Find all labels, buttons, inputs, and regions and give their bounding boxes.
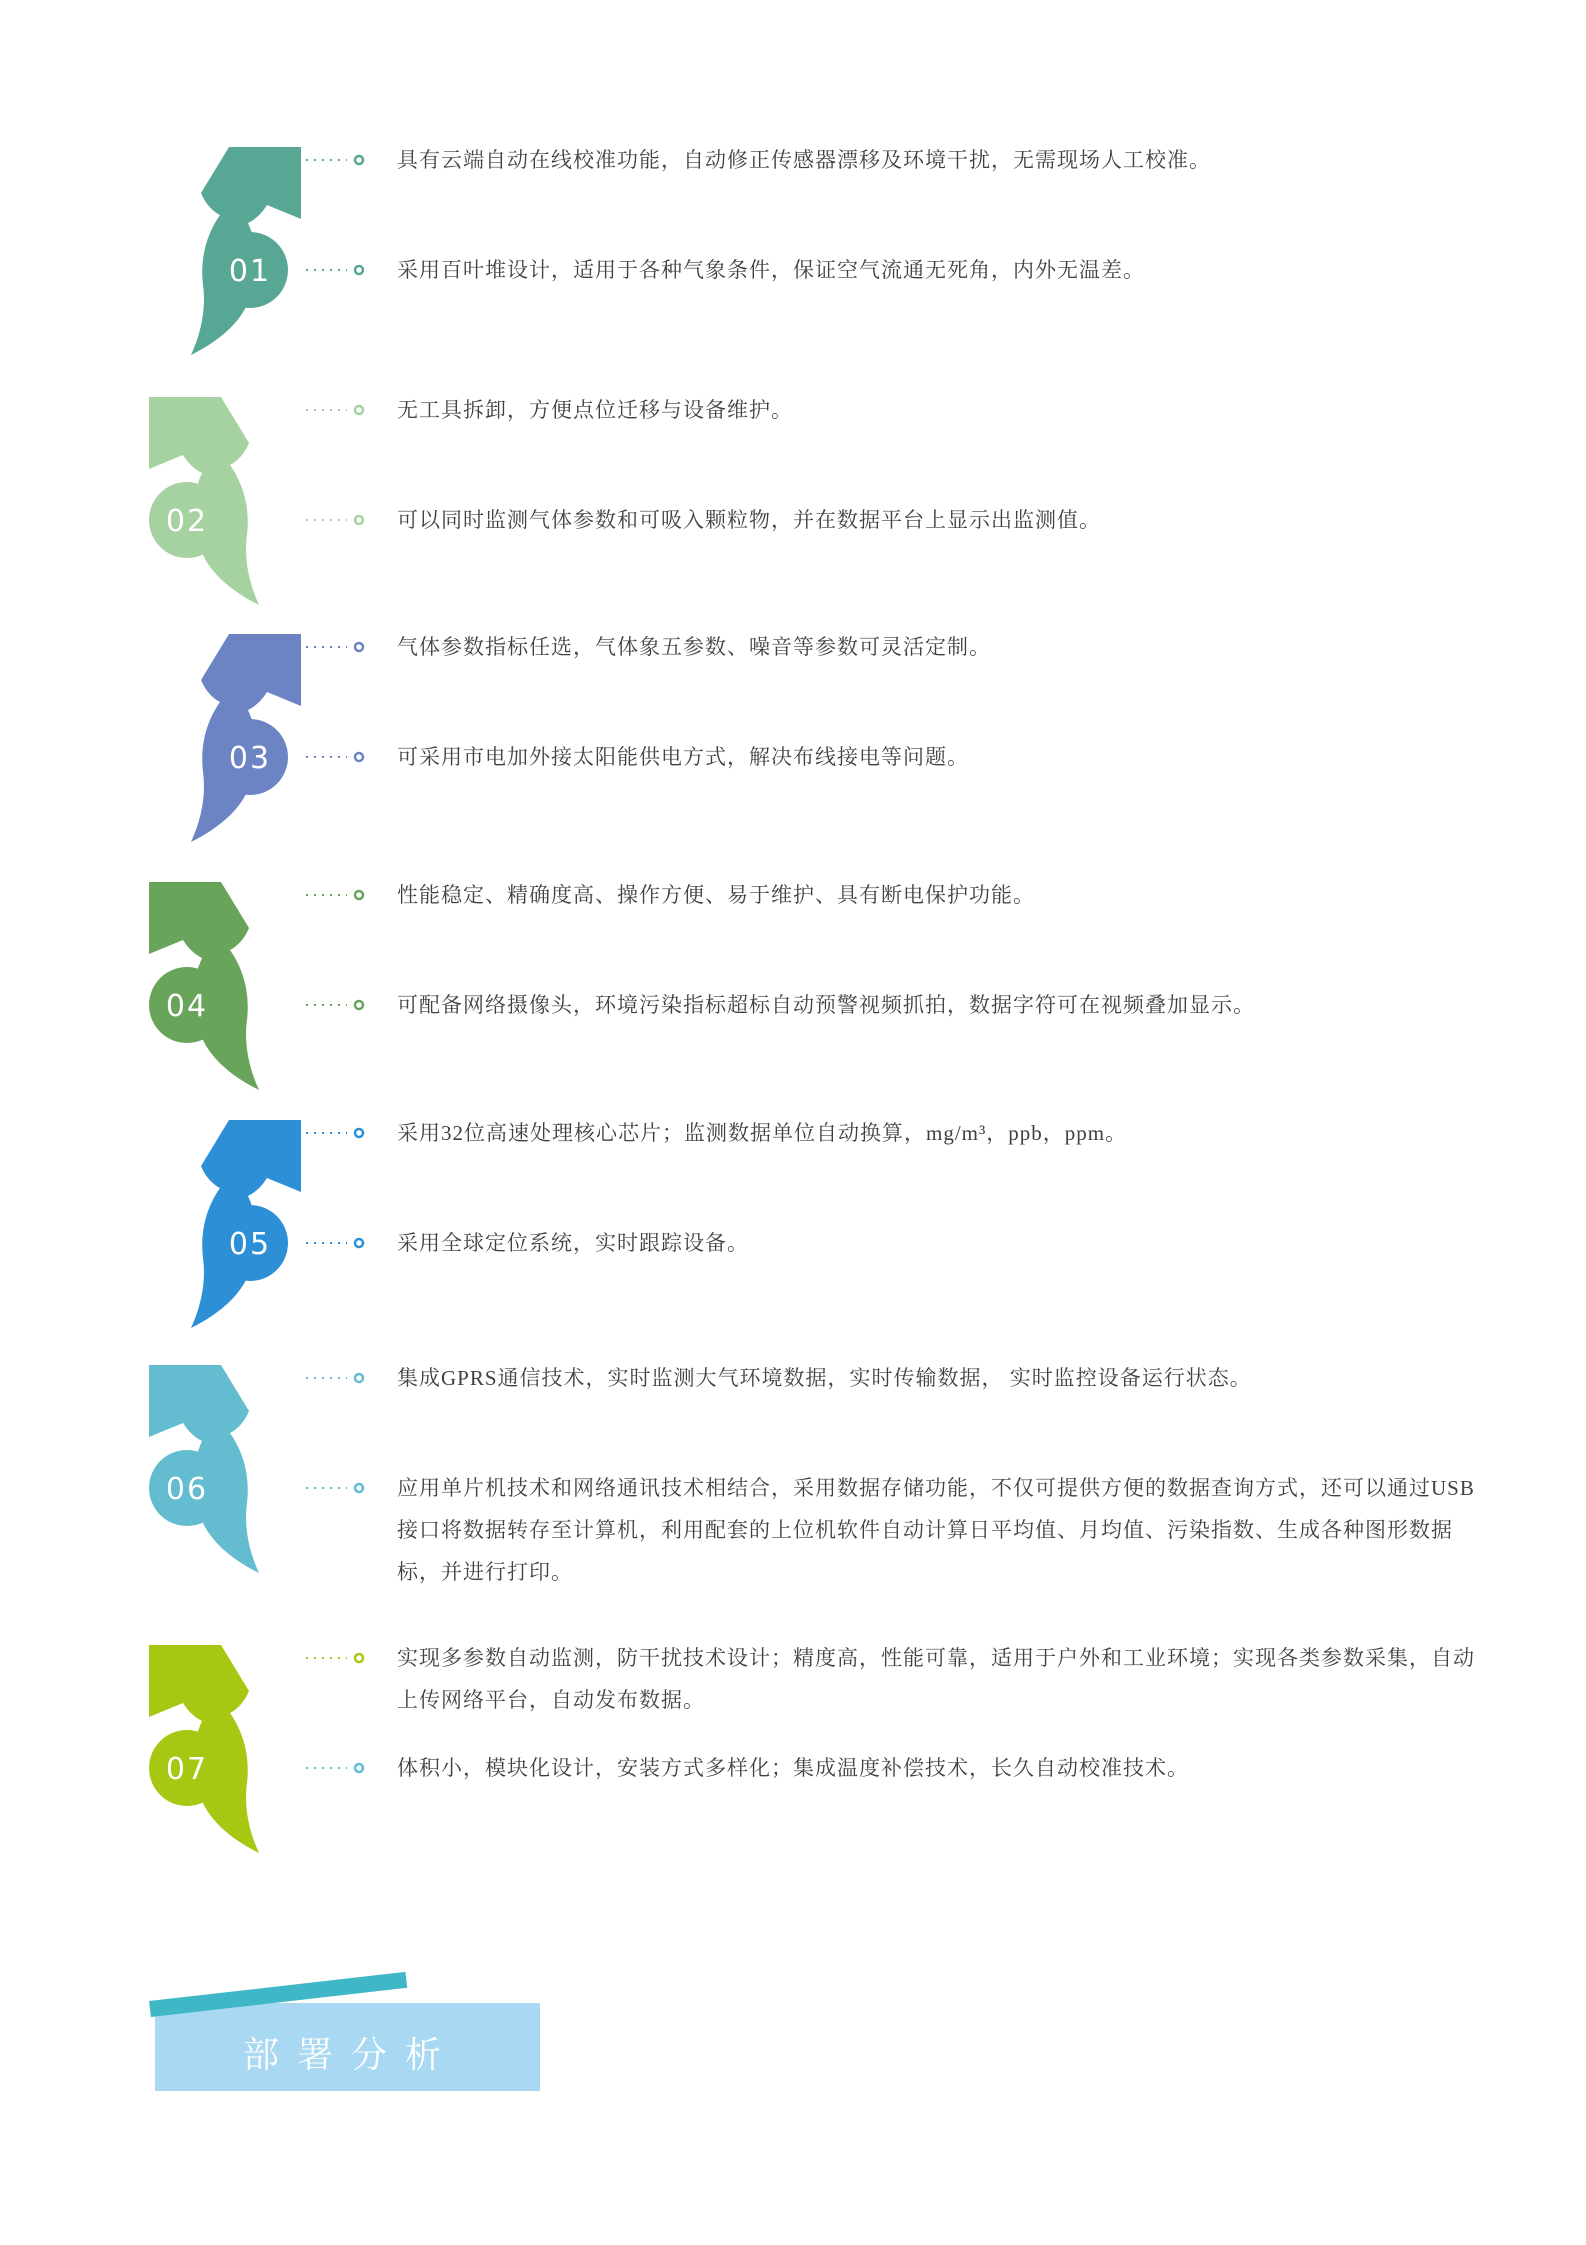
dotted-leader-icon xyxy=(305,404,367,416)
feature-text: 实现多参数自动监测，防干扰技术设计；精度高，性能可靠，适用于户外和工业环境；实现各类参数采集，自动上传网络平台，自动发布数据。 xyxy=(397,1646,1475,1712)
dotted-leader-icon xyxy=(305,1762,367,1774)
dotted-leader-icon xyxy=(305,154,367,166)
dotted-leader-icon xyxy=(305,1237,367,1249)
section-banner xyxy=(0,2003,1586,2113)
dotted-leader-icon xyxy=(305,1482,367,1494)
feature-point xyxy=(305,139,1482,181)
feature-point xyxy=(305,1357,1482,1399)
feature-text: 可以同时监测气体参数和可吸入颗粒物，并在数据平台上显示出监测值。 xyxy=(397,508,1101,532)
dotted-leader-icon xyxy=(305,264,367,276)
feature-07-graphic xyxy=(145,1643,305,1853)
dotted-leader-icon xyxy=(305,1652,367,1664)
feature-point xyxy=(305,1112,1482,1154)
feature-text: 具有云端自动在线校准功能，自动修正传感器漂移及环境干扰，无需现场人工校准。 xyxy=(397,148,1211,172)
feature-text: 采用全球定位系统，实时跟踪设备。 xyxy=(397,1231,749,1255)
feature-text: 气体参数指标任选，气体象五参数、噪音等参数可灵活定制。 xyxy=(397,635,991,659)
feature-05-graphic xyxy=(145,1118,305,1328)
dotted-leader-icon xyxy=(305,889,367,901)
feature-point xyxy=(305,626,1482,668)
feature-text: 体积小，模块化设计，安装方式多样化；集成温度补偿技术，长久自动校准技术。 xyxy=(397,1756,1189,1780)
number-label: 03 xyxy=(228,741,272,776)
feature-point xyxy=(305,1747,1482,1789)
feature-point xyxy=(305,499,1482,541)
feature-text: 应用单片机技术和网络通讯技术相结合，采用数据存储功能，不仅可提供方便的数据查询方式，还可以通过USB接口将数据转存至计算机，利用配套的上位机软件自动计算日平均值、月均值、污染指数、生成各种图形数据标，并进行打印。 xyxy=(397,1476,1475,1584)
number-label: 04 xyxy=(165,989,209,1024)
feature-text: 可配备网络摄像头，环境污染指标超标自动预警视频抓拍，数据字符可在视频叠加显示。 xyxy=(397,993,1255,1017)
banner-box xyxy=(155,2003,540,2091)
feature-point xyxy=(305,249,1482,291)
feature-text: 性能稳定、精确度高、操作方便、易于维护、具有断电保护功能。 xyxy=(397,883,1035,907)
feature-text: 可采用市电加外接太阳能供电方式，解决布线接电等问题。 xyxy=(397,745,969,769)
feature-06-graphic xyxy=(145,1363,305,1573)
number-label: 07 xyxy=(165,1752,209,1787)
feature-point xyxy=(305,874,1482,916)
feature-02-graphic xyxy=(145,395,305,605)
feature-point xyxy=(305,984,1482,1026)
number-label: 05 xyxy=(228,1227,272,1262)
feature-01-graphic xyxy=(145,145,305,355)
dotted-leader-icon xyxy=(305,1127,367,1139)
feature-text: 集成GPRS通信技术，实时监测大气环境数据，实时传输数据， 实时监控设备运行状态。 xyxy=(397,1366,1252,1390)
feature-point xyxy=(305,736,1482,778)
dotted-leader-icon xyxy=(305,641,367,653)
number-label: 01 xyxy=(228,254,272,289)
feature-text: 采用百叶堆设计，适用于各种气象条件，保证空气流通无死角，内外无温差。 xyxy=(397,258,1145,282)
dotted-leader-icon xyxy=(305,514,367,526)
feature-03-graphic xyxy=(145,632,305,842)
feature-text: 采用32位高速处理核心芯片；监测数据单位自动换算，mg/m³，ppb，ppm。 xyxy=(397,1121,1128,1145)
number-label: 06 xyxy=(165,1472,209,1507)
feature-point xyxy=(305,1222,1482,1264)
feature-04-graphic xyxy=(145,880,305,1090)
feature-point xyxy=(305,389,1482,431)
number-label: 02 xyxy=(165,504,209,539)
feature-point xyxy=(305,1467,1482,1593)
feature-point xyxy=(305,1637,1482,1721)
dotted-leader-icon xyxy=(305,999,367,1011)
dotted-leader-icon xyxy=(305,751,367,763)
dotted-leader-icon xyxy=(305,1372,367,1384)
section-title: 部署分析 xyxy=(243,2035,460,2075)
feature-text: 无工具拆卸，方便点位迁移与设备维护。 xyxy=(397,398,793,422)
